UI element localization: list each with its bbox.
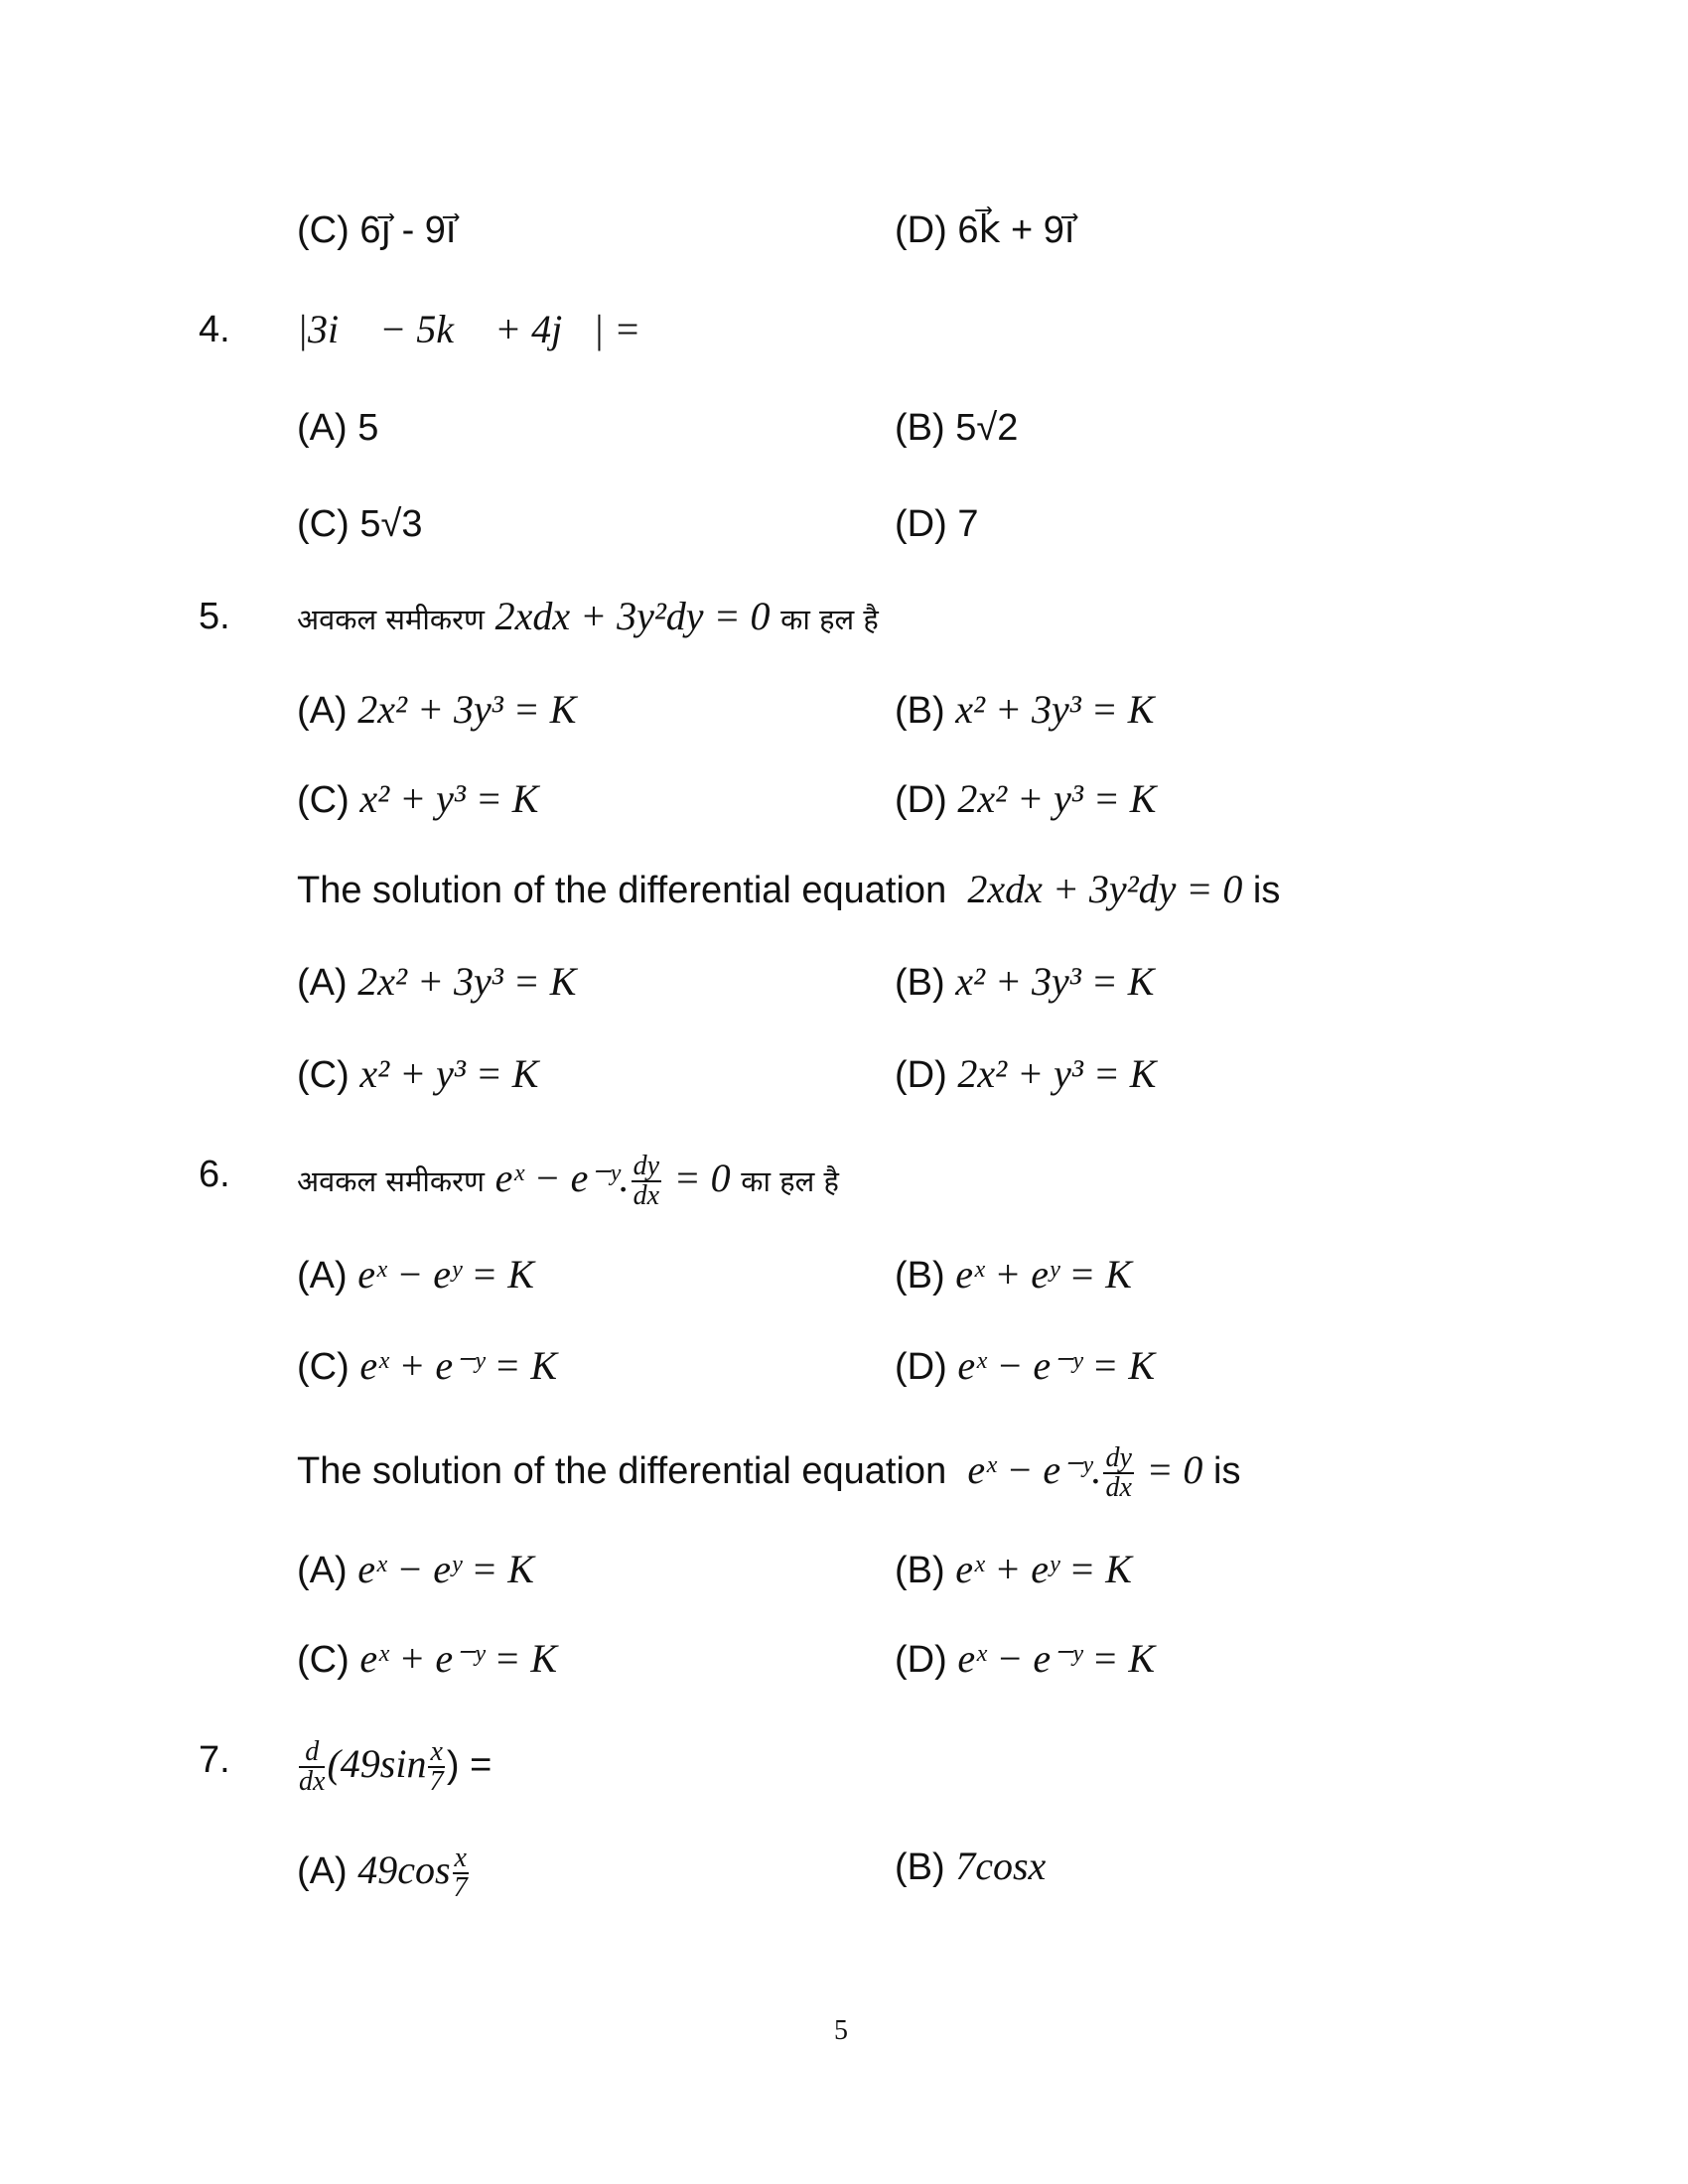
- option-expr: x² + 3y³ = K: [955, 959, 1155, 1004]
- denominator: dx: [1105, 1472, 1132, 1503]
- option-label: (D): [895, 503, 947, 545]
- fraction: [632, 1153, 661, 1210]
- q6-option-d: [895, 1344, 1155, 1389]
- option-expr: x² + y³ = K: [359, 776, 539, 821]
- question-number: 7.: [199, 1739, 230, 1781]
- equation: = 0: [673, 1156, 731, 1201]
- option-label: (B): [895, 1255, 945, 1297]
- option-expr: 5: [357, 407, 379, 449]
- q4-option-b: [895, 406, 1018, 450]
- option-label: (B): [895, 690, 945, 732]
- option-label: (A): [297, 1255, 348, 1297]
- option-expr: 5√3: [359, 503, 423, 545]
- q6-option-a-en: [297, 1548, 534, 1592]
- option-expr: 2x² + y³ = K: [957, 776, 1157, 821]
- option-expr: x² + 3y³ = K: [955, 687, 1155, 732]
- fraction: [428, 1738, 444, 1796]
- equation: 2xdx + 3y²dy = 0: [967, 867, 1243, 911]
- q3-option-d: [895, 208, 1074, 252]
- option-label: (B): [895, 407, 945, 449]
- equation: ) =: [446, 1744, 492, 1787]
- option-expr: eˣ − e⁻ʸ = K: [957, 1636, 1156, 1681]
- option-label: (C): [297, 1639, 350, 1681]
- q5-option-c-en: [297, 1052, 538, 1097]
- english-text: The solution of the differential equation: [297, 1450, 947, 1493]
- option-expr: 5√2: [955, 407, 1019, 449]
- q7-option-b: [895, 1844, 1046, 1889]
- q6-option-c-en: [297, 1637, 557, 1682]
- question-number: 5.: [199, 596, 230, 637]
- denominator: dx: [299, 1766, 326, 1797]
- option-expr: eˣ + e⁻ʸ = K: [359, 1636, 558, 1681]
- denominator: 7: [429, 1766, 444, 1797]
- option-expr: eˣ − eʸ = K: [357, 1547, 534, 1591]
- numerator: x: [430, 1736, 443, 1767]
- question-text-hindi: [297, 595, 879, 641]
- equation: (49sin: [327, 1741, 427, 1787]
- numerator: x: [454, 1843, 467, 1873]
- option-expr: 6k⃗ + 9i⃗: [957, 209, 1075, 251]
- q5-option-b: [895, 688, 1154, 733]
- question-text: |3i⃗ − 5k⃗ + 4j⃗| =: [297, 307, 641, 351]
- q4-option-a: [297, 406, 378, 450]
- option-expr: eˣ + e⁻ʸ = K: [359, 1343, 558, 1388]
- q5-option-a: [297, 688, 576, 733]
- option-label: (C): [297, 779, 350, 821]
- hindi-text: का हल है: [780, 603, 879, 636]
- option-expr: eˣ + eʸ = K: [955, 1252, 1132, 1297]
- q6-option-c: [297, 1344, 557, 1389]
- option-expr: eˣ − eʸ = K: [357, 1252, 534, 1297]
- option-label: (C): [297, 1346, 350, 1388]
- option-label: (B): [895, 962, 945, 1004]
- fraction: [299, 1738, 325, 1796]
- q6-option-d-en: [895, 1637, 1155, 1682]
- fraction: [1103, 1444, 1133, 1502]
- option-label: (B): [895, 1550, 945, 1591]
- fraction: [453, 1844, 469, 1902]
- question-text-hindi: [297, 1153, 839, 1210]
- english-text: is: [1213, 1450, 1241, 1493]
- option-label: (C): [297, 1054, 350, 1096]
- option-label: (D): [895, 209, 947, 251]
- option-expr: 49cos: [357, 1847, 451, 1893]
- option-label: (A): [297, 690, 348, 732]
- option-expr: eˣ − e⁻ʸ = K: [957, 1343, 1156, 1388]
- option-label: (A): [297, 1850, 348, 1893]
- english-text: is: [1252, 870, 1281, 911]
- english-text: The solution of the differential equation: [297, 870, 947, 911]
- question-number: 4.: [199, 309, 230, 350]
- question-text: [297, 1738, 492, 1796]
- option-expr: 7: [957, 503, 979, 545]
- denominator: 7: [453, 1872, 468, 1903]
- option-label: (A): [297, 1550, 348, 1591]
- option-expr: x² + y³ = K: [359, 1051, 539, 1096]
- q5-option-b-en: [895, 960, 1154, 1005]
- option-expr: 2x² + 3y³ = K: [357, 687, 577, 732]
- option-label: (C): [297, 209, 350, 251]
- numerator: dy: [1105, 1442, 1132, 1473]
- option-expr: 2x² + y³ = K: [957, 1051, 1157, 1096]
- equation: eˣ − e⁻ʸ.: [494, 1156, 630, 1201]
- option-label: (C): [297, 503, 350, 545]
- denominator: dx: [633, 1180, 660, 1211]
- q4-option-d: [895, 502, 978, 546]
- equation: 2xdx + 3y²dy = 0: [494, 594, 771, 638]
- numerator: d: [299, 1738, 325, 1768]
- option-label: (D): [895, 1054, 947, 1096]
- equation: eˣ − e⁻ʸ.: [967, 1447, 1102, 1493]
- question-text-english: [297, 1444, 1240, 1502]
- q4-option-c: [297, 502, 422, 546]
- option-label: (D): [895, 1639, 947, 1681]
- q5-option-c: [297, 777, 538, 822]
- option-label: (D): [895, 1346, 947, 1388]
- option-label: (D): [895, 779, 947, 821]
- page-number: 5: [834, 2015, 848, 2046]
- question-number: 6.: [199, 1154, 230, 1195]
- option-expr: eˣ + eʸ = K: [955, 1547, 1132, 1591]
- q6-option-b-en: [895, 1548, 1132, 1592]
- q6-option-a: [297, 1253, 534, 1297]
- q5-option-d-en: [895, 1052, 1156, 1097]
- option-label: (A): [297, 962, 348, 1004]
- question-text-english: [297, 868, 1280, 912]
- numerator: dy: [633, 1151, 660, 1181]
- option-expr: 2x² + 3y³ = K: [357, 959, 577, 1004]
- q5-option-d: [895, 777, 1156, 822]
- option-label: (A): [297, 407, 348, 449]
- option-label: (B): [895, 1846, 945, 1888]
- q5-option-a-en: [297, 960, 576, 1005]
- q6-option-b: [895, 1253, 1132, 1297]
- q7-option-a: [297, 1844, 471, 1902]
- option-expr: 6j⃗ - 9i⃗: [359, 209, 457, 251]
- equation: = 0: [1146, 1447, 1203, 1493]
- q3-option-c: [297, 208, 456, 252]
- hindi-text: अवकल समीकरण: [297, 603, 485, 636]
- hindi-text: का हल है: [741, 1164, 839, 1199]
- hindi-text: अवकल समीकरण: [297, 1164, 485, 1199]
- option-expr: 7cosx: [955, 1843, 1047, 1888]
